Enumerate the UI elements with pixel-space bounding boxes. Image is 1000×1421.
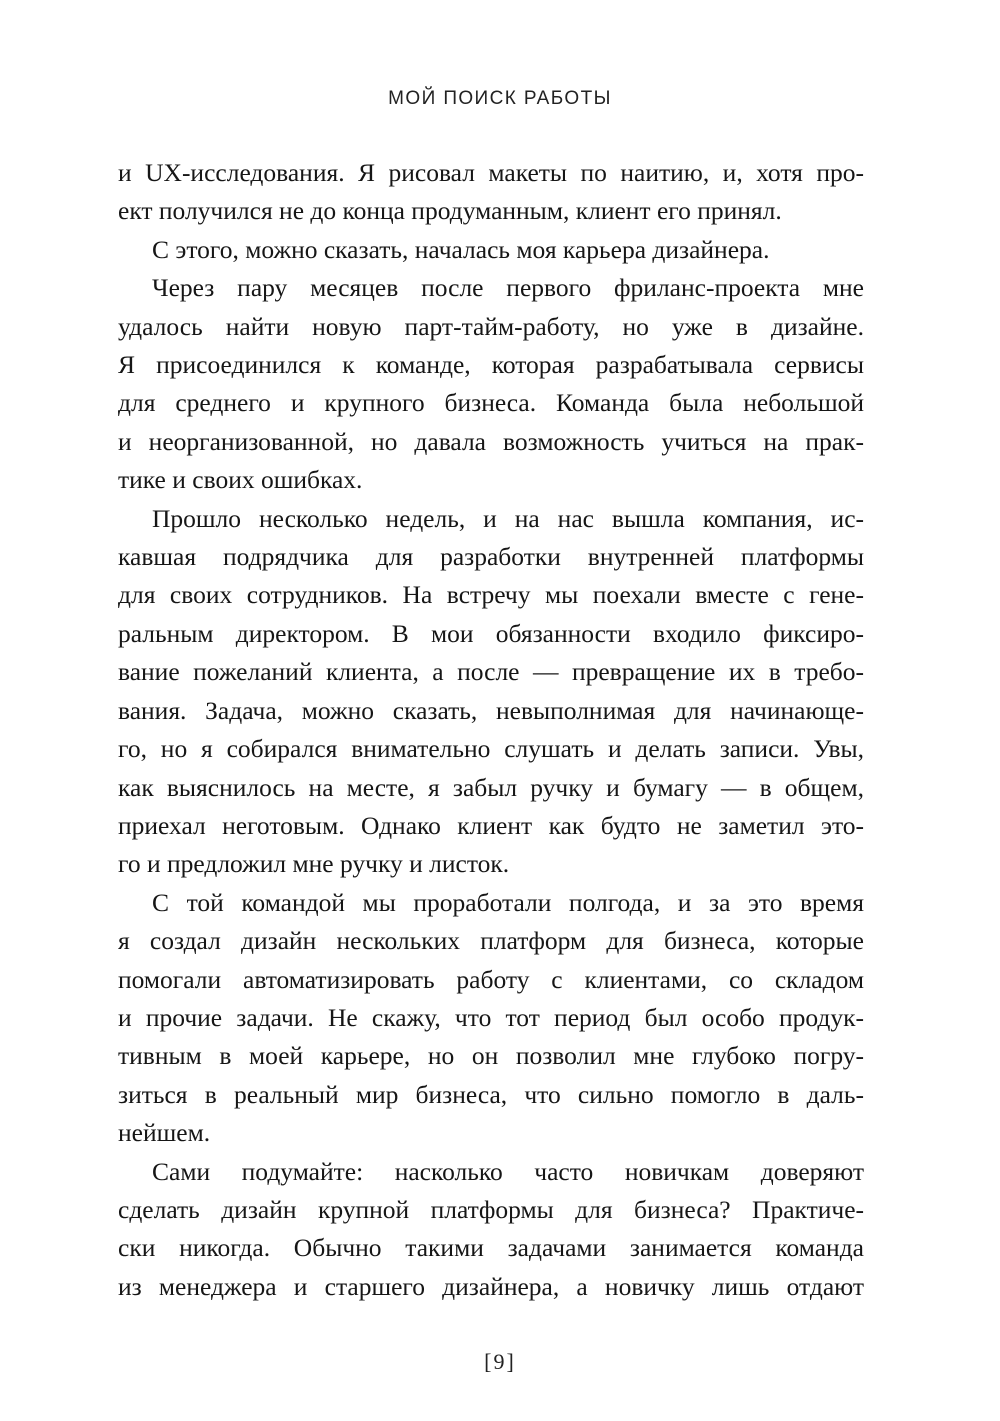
paragraph [118,1153,864,1307]
text-line: Сами подумайте: насколько часто новичкам доверяют [152,1156,864,1186]
text-line: как выяснилось на месте, я забыл ручку и бумагу — в общем, [118,772,864,802]
text-line: и прочие задачи. Не скажу, что тот период был особо продук- [118,1002,864,1032]
text-line: я создал дизайн нескольких платформ для бизнеса, которые [118,926,864,956]
text-line: Прошло несколько недель, и на нас вышла компания, ис- [152,503,864,533]
text-line: для среднего и крупного бизнеса. Команда была небольшой [118,388,864,418]
text-line: вание пожеланий клиента, а после — превращение их в требо- [118,657,864,687]
text-line: помогали автоматизировать работу с клиентами, со складом [118,964,864,994]
text-line: кавшая подрядчика для разработки внутренней платформы [118,542,864,572]
paragraph [118,500,864,884]
paragraph [118,269,864,499]
text-line: сделать дизайн крупной платформы для бизнеса? Практиче- [118,1194,864,1224]
text-line: ект получился не до конца продуманным, клиент его принял. [118,196,782,226]
text-line: тике и своих ошибках. [118,465,363,495]
text-line: и неорганизованной, но давала возможность учиться на прак- [118,426,864,456]
text-line: ски никогда. Обычно такими задачами занимается команда [118,1233,864,1263]
text-line: ральным директором. В мои обязанности входило фиксиро- [118,618,864,648]
text-line: тивным в моей карьере, но он позволил мне глубоко погру- [118,1041,864,1071]
text-line: Через пару месяцев после первого фриланс-проекта мне [152,273,864,303]
text-line: приехал неготовым. Однако клиент как будто не заметил это- [118,810,864,840]
paragraph [118,884,864,1153]
running-head: МОЙ ПОИСК РАБОТЫ [388,88,612,109]
text-line: С той командой мы проработали полгода, и за это время [152,887,864,917]
text-line: из менеджера и старшего дизайнера, а новичку лишь отдают [118,1271,864,1301]
text-line: нейшем. [118,1118,211,1148]
body-text [118,154,864,1306]
text-line: вания. Задача, можно сказать, невыполнимая для начинающе- [118,695,864,725]
text-line: для своих сотрудников. На встречу мы поехали вместе с гене- [118,580,864,610]
page-number: [9] [484,1349,516,1374]
paragraph [118,154,864,231]
text-line: С этого, можно сказать, началась моя карьера дизайнера. [152,234,770,264]
text-line: го и предложил мне ручку и листок. [118,849,510,879]
text-line: го, но я собирался внимательно слушать и делать записи. Увы, [118,734,864,764]
text-line: зиться в реальный мир бизнеса, что сильно помогло в даль- [118,1079,864,1109]
paragraph [118,231,864,269]
text-line: и UX-исследования. Я рисовал макеты по наитию, и, хотя про- [118,158,864,187]
text-line: Я присоединился к команде, которая разрабатывала сервисы [118,350,864,380]
text-line: удалось найти новую парт-тайм-работу, но уже в дизайне. [118,311,864,341]
